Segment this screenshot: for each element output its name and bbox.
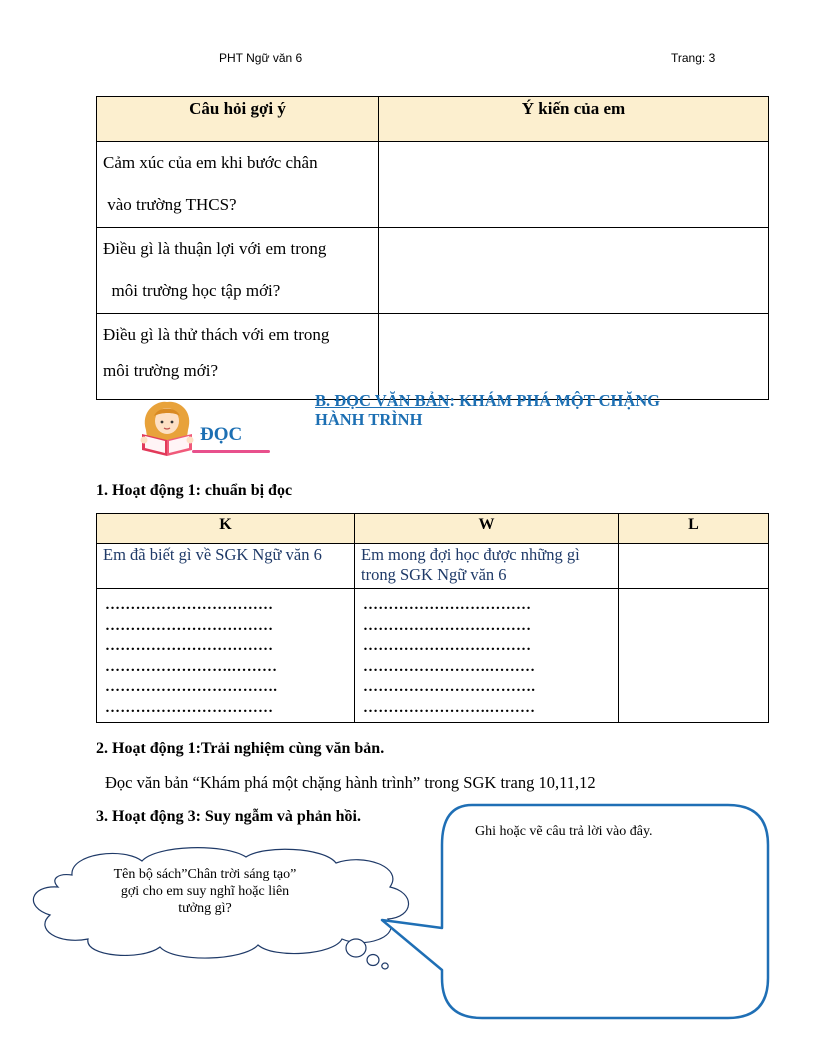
table-row	[97, 314, 769, 400]
dotted-line: …………………………….	[105, 679, 278, 695]
header-left: PHT Ngữ văn 6	[219, 51, 303, 65]
table-row	[97, 142, 769, 228]
activity-1-heading: 1. Hoạt động 1: chuẩn bị đọc	[96, 482, 293, 499]
section-b-title-prefix: B. ĐỌC VĂN BẢN	[315, 391, 450, 410]
question-line: môi trường học tập mới?	[103, 281, 281, 300]
cloud-question-text	[70, 866, 340, 917]
reading-icon-label: ĐỌC	[200, 424, 243, 445]
question-line: Điều gì là thử thách với em trong	[103, 325, 330, 344]
dotted-line: …………………….………	[363, 658, 536, 675]
activity-3-heading: 3. Hoạt động 3: Suy ngẫm và phản hồi.	[96, 808, 361, 825]
question-line: Điều gì là thuận lợi với em trong	[103, 239, 327, 258]
dotted-line: ……………………………	[363, 597, 532, 613]
w-answer-cell[interactable]	[355, 589, 619, 723]
question-cell	[97, 142, 379, 228]
kwl-table	[96, 513, 769, 723]
answer-cell[interactable]	[379, 142, 769, 228]
answer-hint-text: Ghi hoặc vẽ câu trả lời vào đây.	[475, 824, 653, 839]
table-row	[97, 228, 769, 314]
dotted-line: …………………….………	[105, 658, 278, 675]
activity-2-heading: 2. Hoạt động 1:Trải nghiệm cùng văn bản.	[96, 740, 385, 757]
l-prompt-cell[interactable]	[619, 544, 769, 589]
dotted-line: …………………….………	[363, 699, 536, 716]
dotted-line: ……………………………	[105, 597, 274, 613]
answer-cell[interactable]	[379, 314, 769, 400]
section-b-title-rest: : KHÁM PHÁ MỘT CHẶNG	[449, 391, 660, 410]
cloud-text-line: gợi cho em suy nghĩ hoặc liên	[120, 884, 290, 899]
answer-cell[interactable]	[379, 228, 769, 314]
table-row	[97, 544, 769, 589]
dotted-line: ……………………………	[105, 638, 274, 654]
cloud-text-line: tưởng gì?	[178, 901, 232, 916]
k-answer-cell[interactable]	[97, 589, 355, 723]
activity-2-text: Đọc văn bản “Khám phá một chặng hành trình” trong SGK trang 10,11,12	[105, 773, 596, 792]
table-header-row	[97, 97, 769, 142]
question-cell	[97, 228, 379, 314]
header-page-number: Trang: 3	[671, 51, 716, 65]
column-header-k: K	[97, 514, 355, 544]
dotted-line: ……………………………	[105, 617, 274, 634]
guiding-questions-table	[96, 96, 769, 400]
question-line: môi trường mới?	[103, 361, 219, 380]
w-prompt-cell: Em mong đợi học được những gì trong SGK Ngữ văn 6	[355, 544, 619, 589]
column-header-opinion: Ý kiến của em	[379, 97, 769, 142]
question-line: vào trường THCS?	[103, 195, 237, 214]
cloud-text-line: Tên bộ sách”Chân trời sáng tạo”	[113, 867, 297, 882]
column-header-l: L	[619, 514, 769, 544]
dotted-line: ……………………………	[105, 699, 274, 716]
l-answer-cell[interactable]	[619, 589, 769, 723]
dotted-line: ……………………………	[363, 638, 532, 654]
table-row	[97, 589, 769, 723]
dotted-line: …………………………….	[363, 679, 536, 695]
question-line: Cảm xúc của em khi bước chân	[103, 153, 318, 172]
table-header-row	[97, 514, 769, 544]
k-prompt-cell: Em đã biết gì về SGK Ngữ văn 6	[97, 544, 355, 589]
reading-girl-icon	[136, 400, 198, 458]
reading-underline-bar	[192, 450, 270, 453]
dotted-line: ……………………………	[363, 617, 532, 634]
section-b-title-line2: HÀNH TRÌNH	[315, 410, 423, 429]
column-header-question: Câu hỏi gợi ý	[97, 97, 379, 142]
section-b-title	[315, 391, 755, 429]
column-header-w: W	[355, 514, 619, 544]
question-cell	[97, 314, 379, 400]
